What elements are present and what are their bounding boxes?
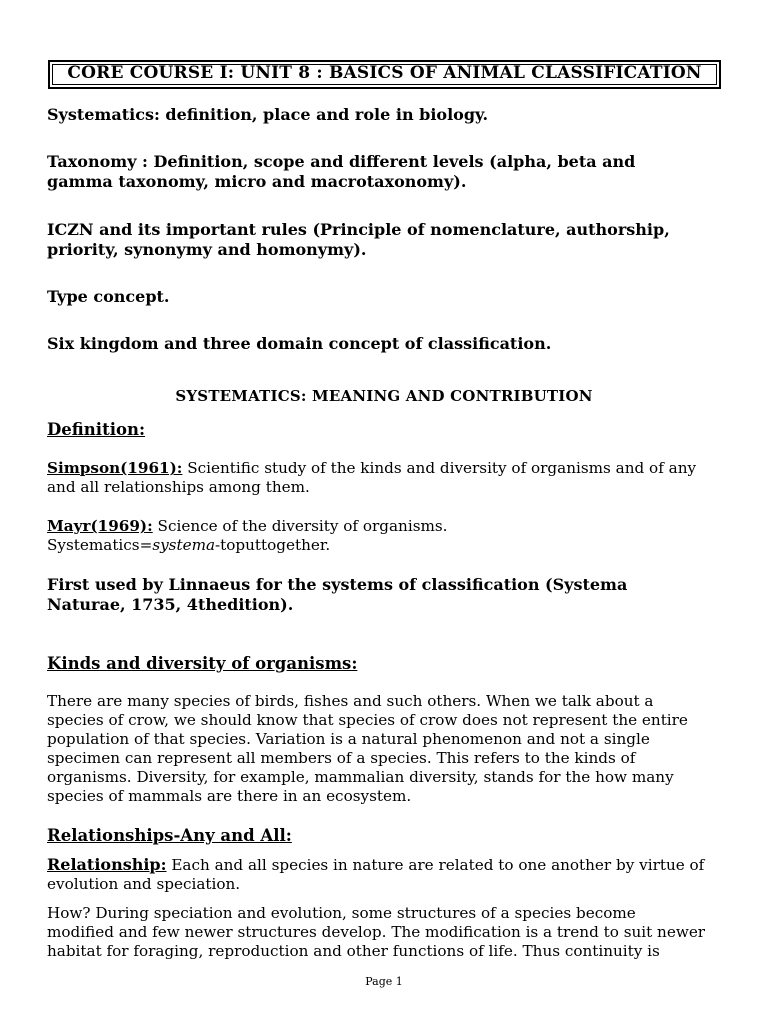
how-paragraph — [47, 904, 737, 961]
linnaeus-line2: Naturae, 1735, 4thedition). — [47, 595, 294, 614]
simpson-label: Simpson(1961): — [47, 459, 183, 477]
relationship-paragraph — [47, 855, 737, 894]
mayr-label: Mayr(1969): — [47, 517, 153, 535]
section-heading: SYSTEMATICS: MEANING AND CONTRIBUTION — [175, 387, 593, 405]
syllabus-item-type-concept: Type concept. — [47, 287, 170, 306]
syllabus-item-kingdoms: Six kingdom and three domain concept of classification. — [47, 334, 552, 353]
syllabus-item-iczn — [47, 220, 727, 260]
kinds-line: specimen can represent all members of a species. This refers to the kinds of — [47, 749, 636, 767]
linnaeus-note — [47, 575, 727, 615]
title-box — [48, 60, 721, 89]
definition-heading-text: Definition: — [47, 420, 146, 439]
kinds-line: population of that species. Variation is a natural phenomenon and not a single — [47, 730, 650, 748]
how-line: modified and few newer structures develop. The modification is a trend to suit newer — [47, 923, 706, 941]
relationship-label: Relationship: — [47, 855, 167, 874]
kinds-line: There are many species of birds, fishes and such others. When we talk about a — [47, 692, 654, 710]
mayr-definition — [47, 517, 737, 555]
simpson-text-line1: Scientific study of the kinds and diversity of organisms and of any — [182, 459, 697, 477]
syllabus-item-iczn-line2: priority, synonymy and homonymy). — [47, 240, 367, 259]
how-line: How? During speciation and evolution, some structures of a species become — [47, 904, 636, 922]
relationship-text-line2: evolution and speciation. — [47, 875, 241, 893]
syllabus-item-systematics: Systematics: definition, place and role in biology. — [47, 105, 489, 124]
simpson-text-line2: and all relationships among them. — [47, 478, 310, 496]
mayr-line2-italic: systema — [152, 536, 216, 554]
page-title: CORE COURSE I: UNIT 8 : BASICS OF ANIMAL CLASSIFICATION — [67, 63, 702, 83]
relationship-text-line1: Each and all species in nature are related to one another by virtue of — [166, 856, 705, 874]
syllabus-item-taxonomy — [47, 152, 727, 192]
syllabus-item-taxonomy-line2: gamma taxonomy, micro and macrotaxonomy). — [47, 172, 467, 191]
kinds-heading-text: Kinds and diversity of organisms: — [47, 654, 358, 673]
kinds-line: species of crow, we should know that species of crow does not represent the entire — [47, 711, 688, 729]
syllabus-item-taxonomy-line1: Taxonomy : Definition, scope and different levels (alpha, beta and — [47, 152, 636, 171]
mayr-line2-prefix: Systematics= — [47, 536, 153, 554]
kinds-paragraph — [47, 692, 737, 806]
page-number: Page 1 — [365, 975, 403, 988]
kinds-heading — [47, 654, 727, 674]
syllabus-item-iczn-line1: ICZN and its important rules (Principle of nomenclature, authorship, — [47, 220, 670, 239]
kinds-line: species of mammals are there in an ecosystem. — [47, 787, 412, 805]
relationships-heading-text: Relationships-Any and All: — [47, 826, 292, 845]
how-line: habitat for foraging, reproduction and other functions of life. Thus continuity is — [47, 942, 660, 960]
definition-heading — [47, 420, 727, 440]
kinds-line: organisms. Diversity, for example, mammalian diversity, stands for the how many — [47, 768, 674, 786]
mayr-text-line1: Science of the diversity of organisms. — [152, 517, 448, 535]
linnaeus-line1: First used by Linnaeus for the systems of classification (Systema — [47, 575, 628, 594]
simpson-definition — [47, 459, 737, 497]
relationships-heading — [47, 826, 727, 846]
mayr-line2-suffix: -toputtogether. — [215, 536, 331, 554]
